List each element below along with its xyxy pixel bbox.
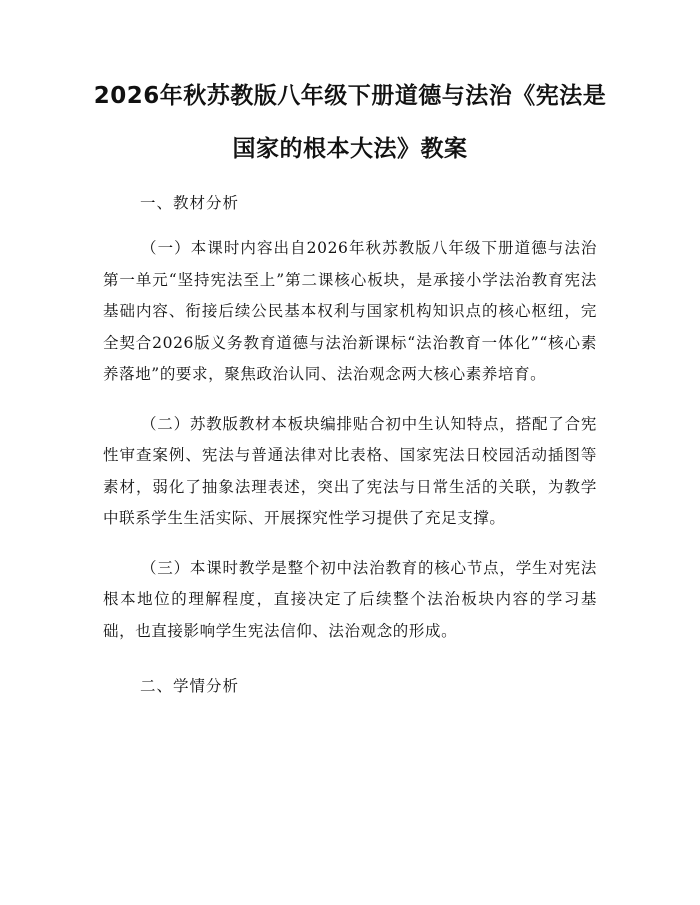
paragraph-textbook-analysis-2: （二）苏教版教材本板块编排贴合初中生认知特点，搭配了合宪性审查案例、宪法与普通法律对比表格、国家宪法日校园活动插图等素材，弱化了抽象法理表述，突出了宪法与日常生活的关联，为教学中联系学生生活实际、开展探究性学习提供了充足支撑。: [103, 414, 597, 527]
spacer: [103, 224, 597, 233]
section-heading-textbook-analysis: 一、教材分析: [140, 194, 240, 212]
section-heading-learner-analysis: 二、学情分析: [140, 677, 240, 695]
paragraph-textbook-analysis-1: （一）本课时内容出自2026年秋苏教版八年级下册道德与法治第一单元“坚持宪法至上”第二课核心板块，是承接小学法治教育宪法基础内容、衔接后续公民基本权利与国家机构知识点的核心枢纽，完全契合2026版义务教育道德与法治新课标“法治教育一体化”“核心素养落地”的要求，聚焦政治认同、法治观念两大核心素养培育。: [103, 239, 597, 383]
document-title: 2026年秋苏教版八年级下册道德与法治《宪法是国家的根本大法》教案: [93, 83, 607, 162]
paragraph-textbook-analysis-3: （三）本课时教学是整个初中法治教育的核心节点，学生对宪法根本地位的理解程度，直接决定了后续整个法治板块内容的学习基础，也直接影响学生宪法信仰、法治观念的形成。: [103, 558, 597, 640]
spacer: [103, 535, 597, 553]
document-body: [103, 182, 597, 707]
spacer: [103, 647, 597, 665]
spacer: [103, 391, 597, 409]
